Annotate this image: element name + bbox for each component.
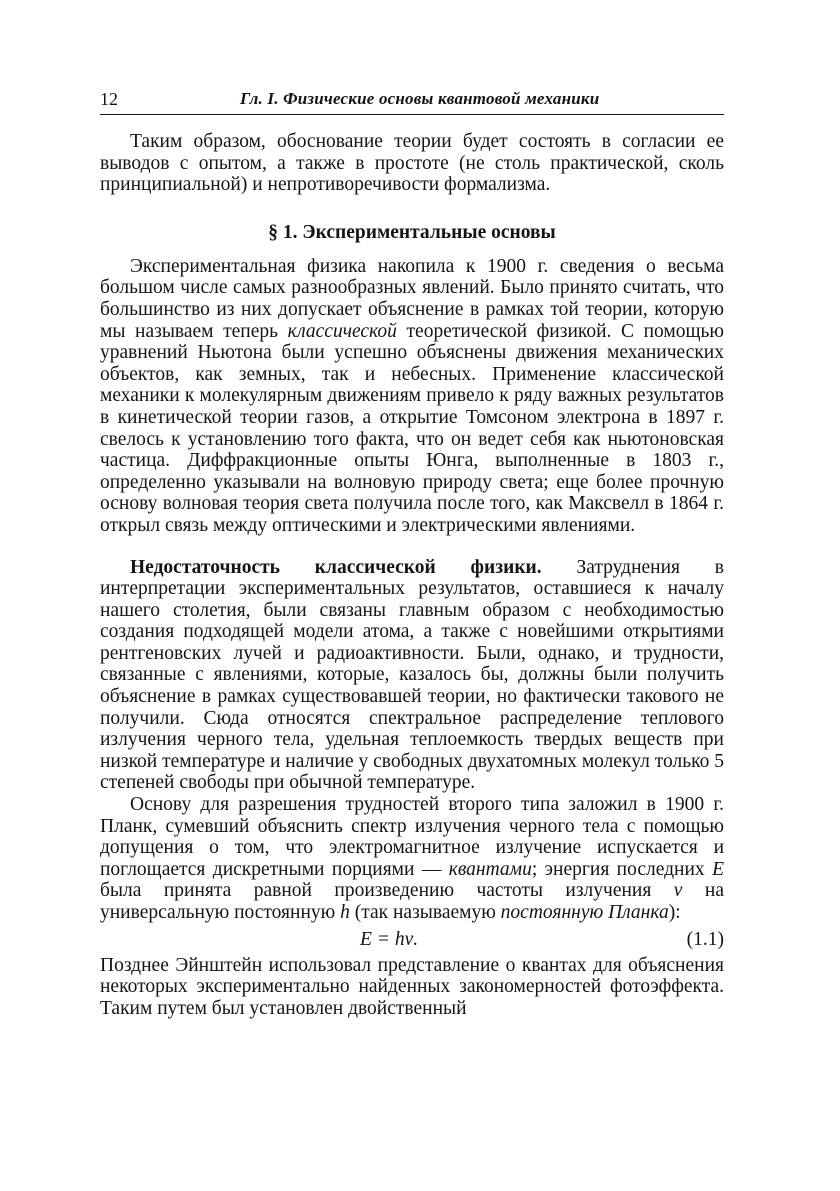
runin-heading: Недостаточность классической физики. — [130, 556, 542, 578]
equation-body: E = hν. — [360, 928, 419, 950]
running-title: Гл. I. Физические основы квантовой механики — [240, 89, 600, 108]
paragraph-planck — [100, 794, 724, 924]
paragraph-gap — [100, 537, 724, 557]
intro-paragraph — [100, 131, 724, 196]
paragraph-text: теоретической физикой. С помощью уравнений Ньютона были успешно объяснены движения механических объектов, как земных, так и небесных. Применение классической механики к молекулярным движениям привело к ряду важных результатов в кинетической теории газов, а открытие Томсоном электрона в 1897 г. свелось к установлению того факта, что он ведет себя как ньютоновская частица. Диффракционные опыты Юнга, выполненные в 1803 г., определенно указывали на волновую природу света; еще более прочную основу волновая теория света получила после того, как Максвелл в 1864 г. открыл связь между оптическими и электрическими явлениями. — [100, 320, 724, 536]
page-number: 12 — [100, 89, 118, 109]
variable-frequency: ν — [673, 880, 683, 902]
equation-number: (1.1) — [686, 928, 724, 950]
paragraph-text: ; энергия последних — [531, 858, 713, 880]
paragraph-text: Затруднения в интерпретации экспериментальных результатов, оставшиеся к началу нашего столетия, были связаны главным образом с необходимостью создания подходящей модели атома, а также с новейшими открытиями рентгеновских лучей и радиоактивности. Были, однако, и трудности, связанные с явлениями, которые, казалось бы, должны были получить объяснение в рамках существовавшей теории, но фактически такового не получили. Сюда относятся спектральное распределение теплового излучения черного тела, удельная теплоемкость твердых веществ при низкой температуре и наличие у свободных двухатомных молекул только 5 степеней свободы при обычной температуре. — [100, 556, 724, 794]
section-title: § 1. Экспериментальные основы — [268, 221, 556, 243]
variable-planck-constant: h — [340, 902, 350, 923]
paragraph-text: Позднее Эйнштейн использовал представление о квантах для объяснения некоторых экспериментально найденных закономерностей фотоэффекта. Таким путем был установлен двойственный — [100, 954, 724, 1019]
page-body — [100, 131, 724, 1019]
emphasis-classical: классической — [287, 320, 397, 342]
paragraph-text: Основу для разрешения трудностей второго типа заложил в 1900 г. Планк, сумевший объяснить спектр излучения черного тела с помощью допущения о том, что электромагнитное излучение испускается и поглощается дискретными порциями — — [100, 794, 724, 880]
paragraph-experimental-basis — [100, 256, 724, 537]
paragraph-text: ): — [668, 902, 681, 923]
variable-energy: E — [712, 858, 724, 880]
paragraph-text: Экспериментальная физика накопила к 1900 г. сведения о весьма большом числе самых разнообразных явлений. Было принято считать, что большинство из них допускает объяснение в рамках той теории, которую мы называем теперь — [100, 255, 724, 342]
paragraph-text: (так называемую — [349, 902, 501, 923]
equation-1-1 — [100, 929, 724, 951]
paragraph-einstein — [100, 955, 724, 1020]
paragraph-text: была принята равной произведению частоты излучения — [100, 880, 674, 902]
intro-text: Таким образом, обоснование теории будет состоять в согласии ее выводов с опытом, а также в простоте (не столь практической, сколь принципиальной) и непротиворечивости формализма. — [100, 131, 724, 196]
emphasis-quanta: квантами — [448, 858, 532, 880]
emphasis-planck-constant: постоянную Планка — [500, 902, 669, 923]
page-header — [100, 88, 724, 115]
paragraph-classical-insufficiency — [100, 557, 724, 795]
paragraph-text: на универсальную постоянную — [100, 880, 724, 923]
